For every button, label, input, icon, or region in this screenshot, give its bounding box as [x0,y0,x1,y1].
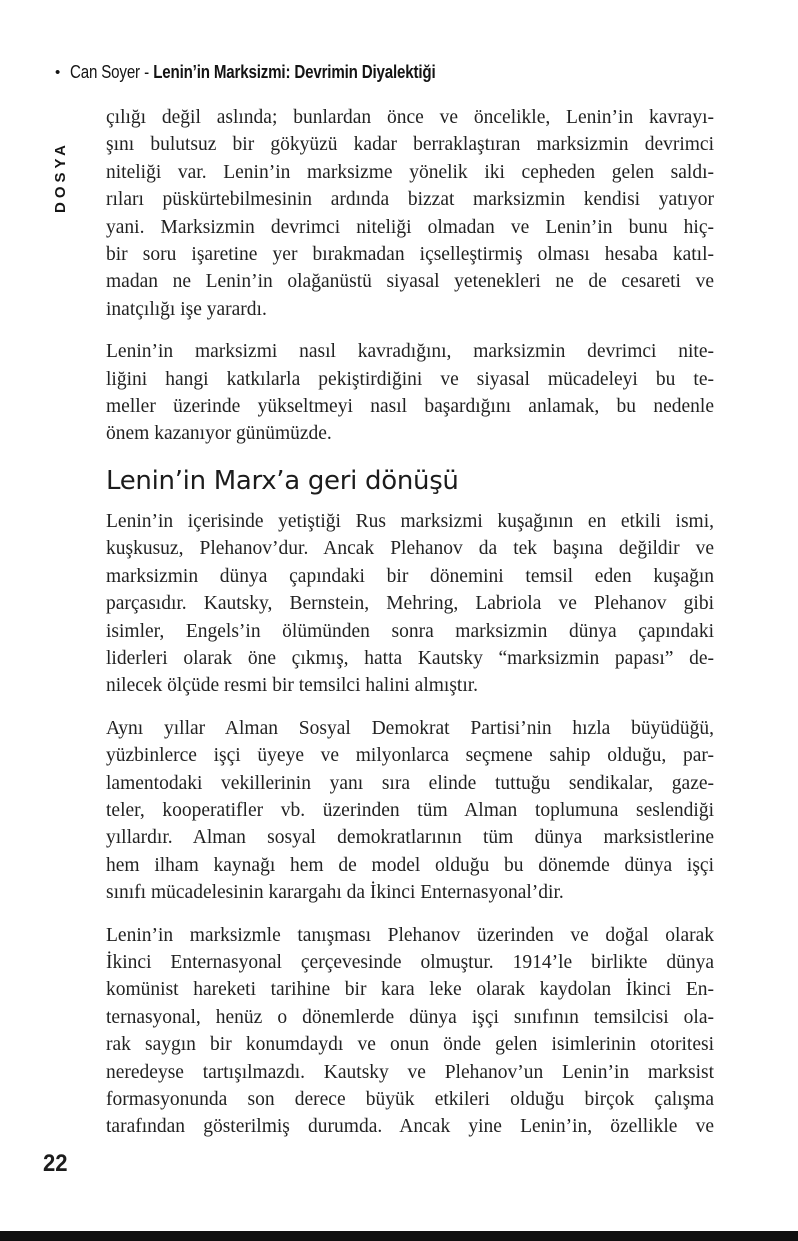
text-line: sınıfı mücadelesinin karargahı da İkinci Enternasyonal’dir. [106,882,564,904]
paragraph [106,922,714,1141]
text-line: isimler, Engels’in ölümünden sonra marksizmin dünya çapındaki [106,620,714,642]
text-line: bir soru işaretine yer bırakmadan içselleştirmiş olması hesaba katıl- [106,244,714,266]
text-line: yüzbinlerce işçi üyeye ve milyonlarca seçmene sahip olduğu, par- [106,745,714,767]
text-line: formasyonunda son derece büyük etkileri olduğu birçok çalışma [106,1089,714,1110]
paragraph [106,104,714,323]
paragraph [106,338,714,448]
header-author: Can Soyer [70,62,141,82]
text-line: nilecek ölçüde resmi bir temsilci halini almıştır. [106,675,479,697]
text-line: inatçılığı işe yarardı. [106,298,267,320]
article-body [106,104,714,1156]
running-header-text [70,62,436,83]
header-separator: - [144,62,150,82]
running-header [55,62,505,83]
text-line: Lenin’in içerisinde yetiştiği Rus marksizmi kuşağının en etkili ismi, [106,510,714,532]
text-line: Lenin’in marksizmi nasıl kavradığını, marksizmin devrimci nite- [106,341,714,363]
text-line: liderleri olarak öne çıkmış, hatta Kautsky “marksizmin papası” de- [106,647,714,669]
text-line: ternasyonal, henüz o dönemlerde dünya işçi sınıfının temsilcisi ola- [106,1006,714,1028]
section-heading: Lenin’in Marx’a geri dönüşü [106,465,459,496]
text-line: madan ne Lenin’in olağanüstü siyasal yetenekleri ne de cesareti ve [106,271,714,293]
text-line: yıllardır. Alman sosyal demokratlarının tüm dünya marksistlerine [106,827,714,849]
bullet-icon: • [55,64,61,81]
text-line: çılığı değil aslında; bunlardan önce ve öncelikle, Lenin’in kavrayı- [106,107,714,128]
text-line: hem ilham kaynağı hem de model olduğu bu dönemde dünya işçi [106,854,714,876]
text-line: komünist hareketi tarihine bir kara leke olarak kaydolan İkinci En- [106,979,714,1001]
text-line: lamentodaki vekillerinin yanı sıra elinde tuttuğu sendikalar, gaze- [106,772,714,794]
text-line: teler, kooperatifler vb. üzerinden tüm Alman toplumuna seslendiği [106,799,714,821]
text-line: yani. Marksizmin devrimci niteliği olmadan ve Lenin’in bunu hiç- [106,216,714,238]
text-line: niteliği var. Lenin’in marksizme yönelik iki cepheden gelen saldı- [106,161,714,183]
text-line: Aynı yıllar Alman Sosyal Demokrat Partisi’nin hızla büyüdüğü, [106,717,714,739]
paragraph [106,715,714,907]
text-line: İkinci Enternasyonal çerçevesinde olmuştur. 1914’le birlikte dünya [106,951,714,973]
text-line: rıları püskürtebilmesinin ardında bizzat marksizmin kendisi yatıyor [106,189,714,211]
text-line: neredeyse tartışılmazdı. Kautsky ve Plehanov’un Lenin’in marksist [106,1061,714,1083]
paragraph [106,508,714,700]
text-line: liğini hangi katkılarla pekiştirdiğini ve siyasal mücadeleyi bu te- [106,368,714,390]
text-line: şını bulutsuz bir gökyüzü kadar berraklaştıran marksizmin devrimci [106,134,714,156]
section-vertical-label: DOSYA [52,141,69,213]
page-number: 22 [43,1150,68,1177]
text-line: parçasıdır. Kautsky, Bernstein, Mehring, Labriola ve Plehanov gibi [106,593,714,615]
footer-rule-bar [0,1231,798,1241]
text-line: kuşkusuz, Plehanov’dur. Ancak Plehanov da tek başına değildir ve [106,538,714,560]
text-line: tarafından gösterilmiş durumda. Ancak yine Lenin’in, özellikle ve [106,1116,714,1138]
text-line: meller üzerinde yükseltmeyi nasıl başardığını anlamak, bu nedenle [106,396,714,418]
text-line: rak saygın bir konumdaydı ve onun önde gelen isimlerinin otoritesi [106,1034,714,1056]
text-line: önem kazanıyor günümüzde. [106,423,332,445]
text-line: Lenin’in marksizmle tanışması Plehanov üzerinden ve doğal olarak [106,924,714,946]
text-line: marksizmin dünya çapındaki bir dönemini temsil eden kuşağın [106,565,714,587]
header-article-title: Lenin’in Marksizmi: Devrimin Diyalektiği [153,62,436,82]
